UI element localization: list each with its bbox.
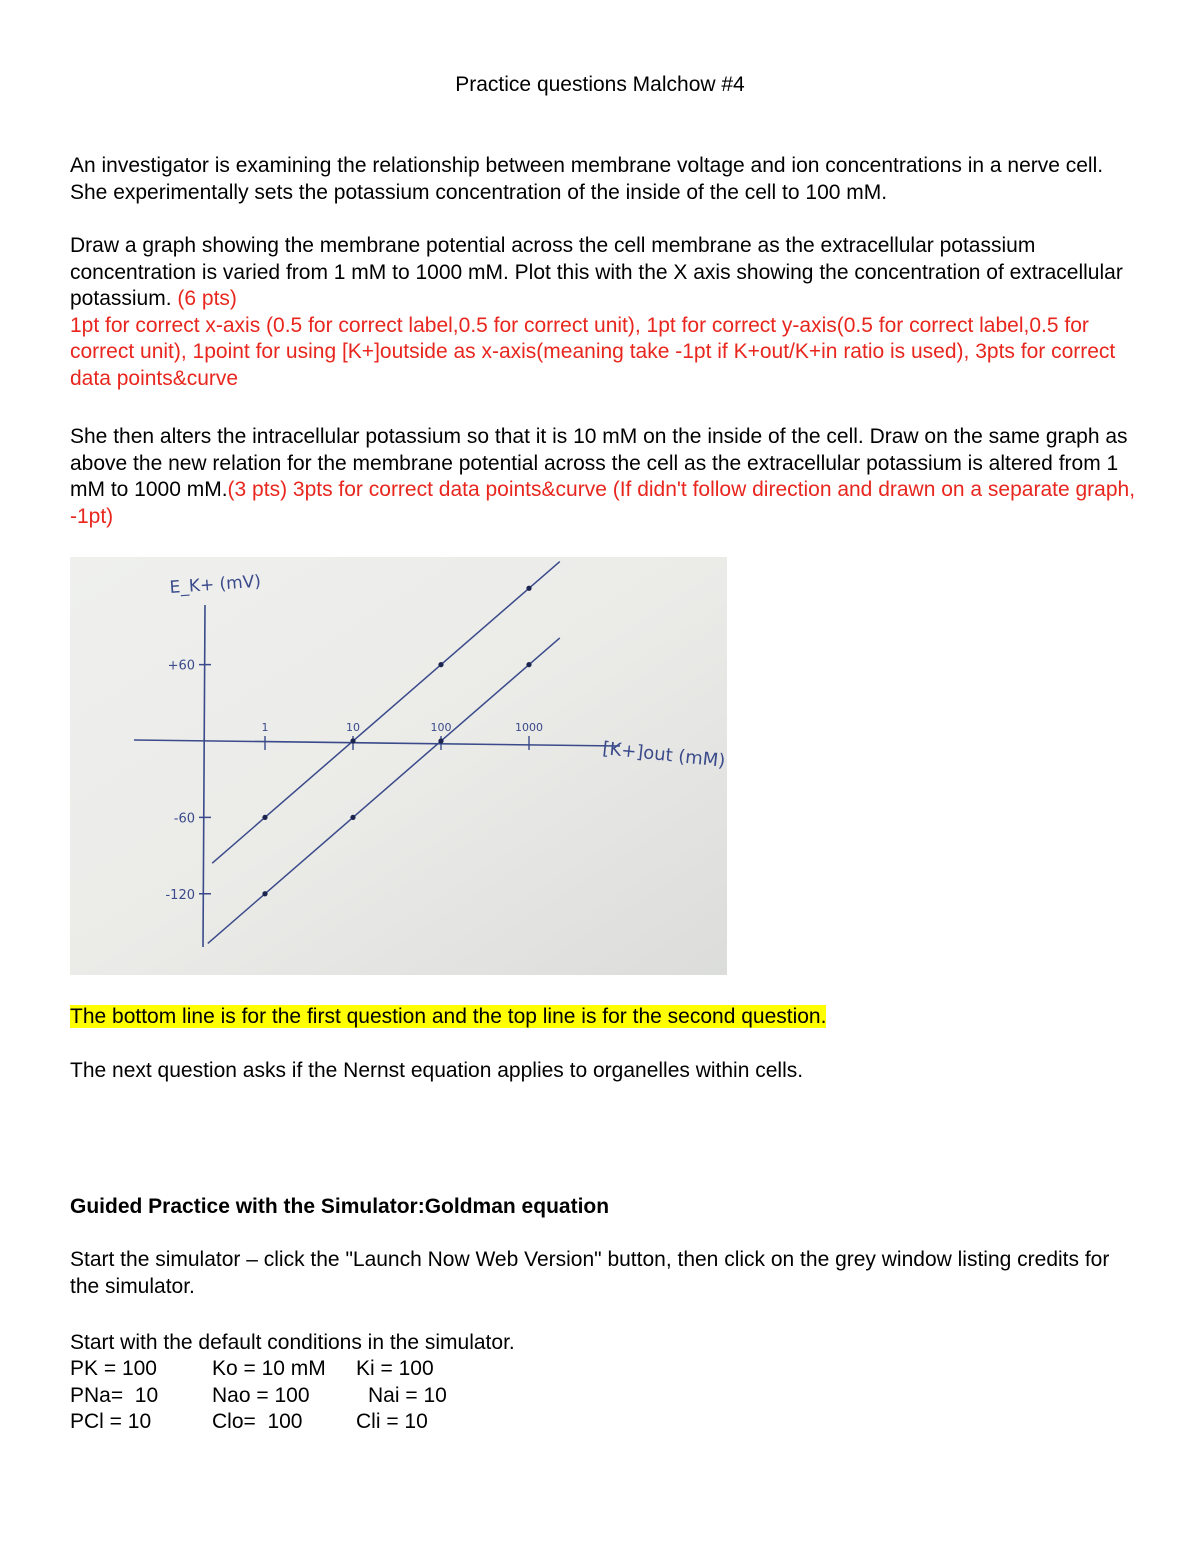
data-point	[438, 738, 443, 743]
simulator-instructions: Start the simulator – click the "Launch Now Web Version" button, then click on the grey window listing credits for the simulator.	[70, 1248, 1110, 1298]
condition-cell: Clo= 100	[212, 1410, 303, 1433]
y-axis-label: E_K+ (mV)	[168, 571, 262, 598]
condition-cell: Cli = 10	[356, 1410, 428, 1433]
condition-cell: Ki = 100	[356, 1357, 434, 1380]
default-intro: Start with the default conditions in the simulator.	[70, 1331, 515, 1354]
section-heading: Guided Practice with the Simulator:Goldman equation	[70, 1195, 610, 1218]
y-tick-label: +60	[167, 658, 195, 674]
data-point	[262, 891, 267, 896]
condition-cell: PCl = 10	[70, 1410, 152, 1433]
question-1-points: (6 pts)	[177, 287, 237, 310]
question-1	[70, 233, 1140, 392]
condition-cell: PK = 100	[70, 1357, 157, 1380]
condition-cell: Ko = 10 mM	[212, 1357, 326, 1380]
conditions-row-cl	[70, 1409, 447, 1436]
hand-drawn-graph	[70, 557, 727, 975]
answer-note	[70, 1004, 1140, 1031]
conditions-grid	[70, 1356, 447, 1436]
graph-svg	[70, 557, 727, 975]
data-point	[262, 815, 267, 820]
data-point	[438, 662, 443, 667]
answer-note-highlight: The bottom line is for the first question and the top line is for the second question.	[70, 1005, 827, 1028]
question-2-text: She then alters the intracellular potassium so that it is 10 mM on the inside of the cell. Draw on the same graph as above the new relation for the membrane potential across the cell as the extracellular potassium is altered from 1 mM to 1000 mM.	[70, 425, 1128, 501]
y-tick-label: -120	[165, 887, 195, 903]
page-title: Practice questions Malchow #4	[455, 73, 745, 96]
data-point	[526, 662, 531, 667]
next-question: The next question asks if the Nernst equation applies to organelles within cells.	[70, 1059, 804, 1082]
x-tick-label: 1	[261, 721, 269, 734]
question-1-text: Draw a graph showing the membrane potential across the cell membrane as the extracellular potassium concentration is varied from 1 mM to 1000 mM. Plot this with the X axis showing the concentration of extracellular potassium.	[70, 234, 1123, 310]
x-tick-label: 10	[346, 721, 360, 734]
data-point	[350, 815, 355, 820]
y-tick-label: -60	[173, 811, 195, 827]
intro-paragraph: An investigator is examining the relationship between membrane voltage and ion concentrations in a nerve cell. She experimentally sets the potassium concentration of the inside of the cell to 100 mM.	[70, 154, 1104, 204]
x-tick-label: 1000	[515, 721, 543, 734]
question-2	[70, 424, 1140, 530]
data-point	[350, 738, 355, 743]
conditions-table	[70, 1356, 1140, 1436]
question-2-rubric: (3 pts) 3pts for correct data points&curve (If didn't follow direction and drawn on a separate graph, -1pt)	[70, 478, 1136, 528]
data-point	[526, 586, 531, 591]
condition-cell: PNa= 10	[70, 1383, 159, 1407]
condition-cell: Nai = 10	[368, 1383, 447, 1407]
x-tick-label: 100	[430, 721, 452, 734]
x-axis-label: [K+]out (mM)	[601, 738, 727, 772]
question-1-rubric: 1pt for correct x-axis (0.5 for correct label,0.5 for correct unit), 1pt for correct y-axis(0.5 for correct label,0.5 for correct unit), 1point for using [K+]outside as x-axis(meaning take -1pt if K+out/K+in ratio is used), 3pts for correct data points&curve	[70, 313, 1116, 390]
conditions-row-na	[70, 1383, 447, 1410]
conditions-row-k	[70, 1356, 447, 1383]
paper-background	[70, 557, 727, 975]
condition-cell: Nao = 100	[212, 1383, 310, 1407]
